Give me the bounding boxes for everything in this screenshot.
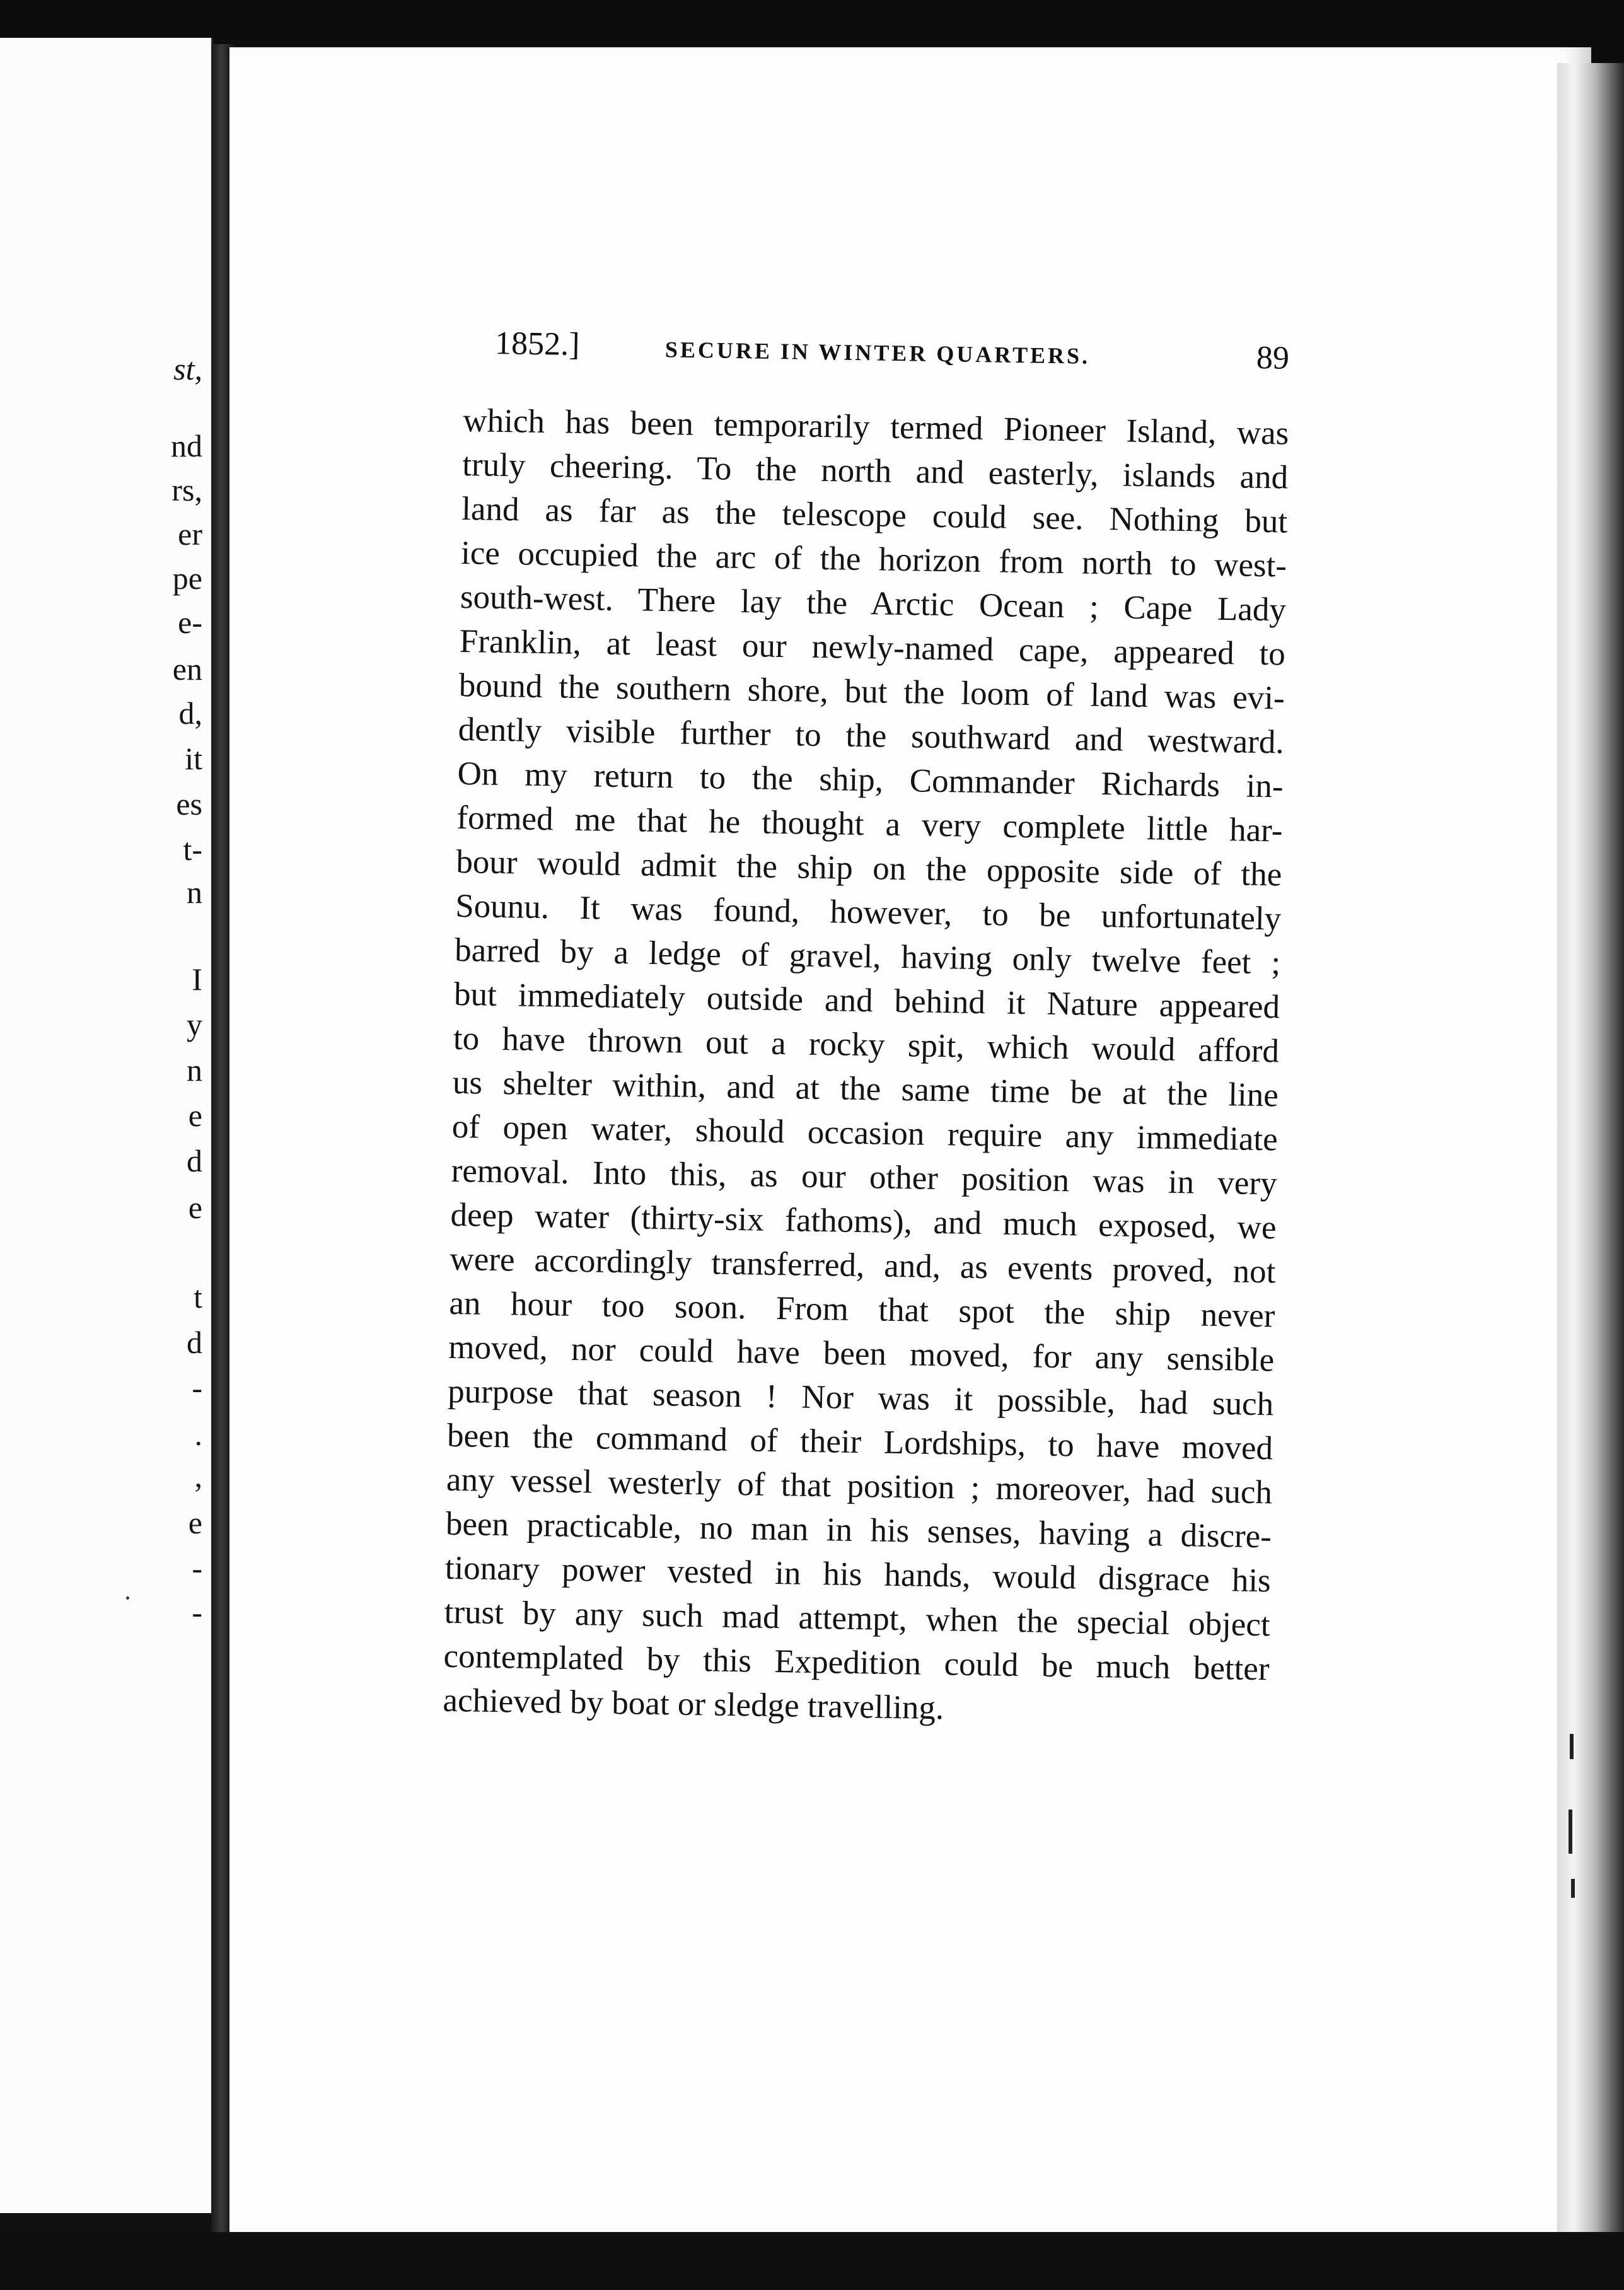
text-line: bour would admit the ship on the opposite side of the xyxy=(455,843,1282,893)
left-page-fragment: pe xyxy=(172,561,202,596)
text-line: of open water, should occasion require any immediate xyxy=(451,1108,1279,1158)
edge-mark xyxy=(1571,1879,1575,1898)
header-year: 1852.] xyxy=(494,325,580,363)
text-line: moved, nor could have been moved, for any sensible xyxy=(448,1328,1275,1379)
text-line: been practicable, no man in his senses, having a discre- xyxy=(445,1505,1272,1555)
text-line: deep water (thirty-six fathoms), and much exposed, we xyxy=(450,1196,1277,1247)
left-page-fragment: n xyxy=(187,875,202,910)
page-number: 89 xyxy=(1256,339,1290,376)
text-line: bound the southern shore, but the loom of land was evi- xyxy=(458,666,1285,717)
text-line: barred by a ledge of gravel, having only twelve feet ; xyxy=(454,931,1281,982)
left-page-fragment: st, xyxy=(173,351,202,387)
left-page-fragment: d, xyxy=(178,695,202,731)
left-page-fragment: it xyxy=(185,741,202,776)
text-line: but immediately outside and behind it Nature appeared xyxy=(453,975,1280,1026)
left-page-fragment: e xyxy=(188,1098,202,1133)
text-line: any vessel westerly of that position ; moreover, had such xyxy=(446,1461,1273,1511)
text-line: which has been temporarily termed Pioneer Island, was xyxy=(462,402,1289,452)
text-line: formed me that he thought a very complete little har- xyxy=(456,799,1283,849)
text-line: ice occupied the arc of the horizon from north to west- xyxy=(460,534,1287,584)
left-page-fragment: y xyxy=(187,1007,202,1042)
left-page-fragment: d xyxy=(187,1143,202,1178)
text-line: removal. Into this, as our other position was in very xyxy=(451,1152,1278,1202)
scan-bottom-border xyxy=(0,2232,1624,2290)
text-line: land as far as the telescope could see. Nothing but xyxy=(461,490,1288,540)
left-page-dot xyxy=(126,1596,129,1600)
left-page-edge xyxy=(0,38,213,2213)
left-page-fragment: nd xyxy=(171,428,202,463)
text-line: us shelter within, and at the same time be at the line xyxy=(452,1064,1279,1114)
text-line: On my return to the ship, Commander Richards in- xyxy=(457,755,1284,805)
text-line: Franklin, at least our newly-named cape, appeared to xyxy=(459,622,1286,673)
text-line: achieved by boat or sledge travelling. xyxy=(443,1682,944,1727)
left-page-fragment: - xyxy=(192,1595,202,1630)
text-line: were accordingly transferred, and, as events proved, not xyxy=(450,1240,1276,1291)
left-page-fragment: - xyxy=(192,1550,202,1586)
left-page-fragment: e xyxy=(188,1505,202,1540)
text-line: truly cheering. To the north and easterly, islands and xyxy=(461,446,1289,496)
left-page-fragment: . xyxy=(194,1417,202,1452)
text-line: contemplated by this Expedition could be much better xyxy=(443,1637,1270,1688)
left-page-fragment: e- xyxy=(178,605,202,640)
left-page-fragment: e xyxy=(188,1190,202,1225)
edge-mark xyxy=(1569,1810,1572,1854)
left-page-fragment: n xyxy=(187,1052,202,1088)
left-page-fragment: - xyxy=(192,1370,202,1405)
header-title: SECURE IN WINTER QUARTERS. xyxy=(664,337,1091,369)
text-line: purpose that season ! Nor was it possible, had such xyxy=(447,1373,1274,1423)
left-page-fragment: es xyxy=(176,786,202,822)
text-line: to have thrown out a rocky spit, which would afford xyxy=(453,1020,1280,1070)
left-page-fragment: I xyxy=(192,962,202,997)
left-page-fragment: en xyxy=(172,651,202,687)
text-line: Sounu. It was found, however, to be unfortunately xyxy=(455,887,1282,938)
left-page-fragment: d xyxy=(187,1325,202,1360)
left-page-fragment: er xyxy=(178,516,202,552)
text-line: been the command of their Lordships, to have moved xyxy=(446,1417,1273,1467)
text-line: south-west. There lay the Arctic Ocean ; Cape Lady xyxy=(460,578,1287,629)
text-line: trust by any such mad attempt, when the special object xyxy=(444,1593,1271,1644)
edge-mark xyxy=(1570,1734,1574,1759)
text-line: an hour too soon. From that spot the ship never xyxy=(449,1284,1275,1335)
left-page-fragment: , xyxy=(194,1458,202,1494)
left-page-fragment: t xyxy=(194,1279,202,1315)
text-line: dently visible further to the southward and westward. xyxy=(458,711,1285,761)
body-text xyxy=(443,398,1289,1735)
left-page-fragment: t- xyxy=(183,832,202,867)
left-page-fragment: rs, xyxy=(171,472,202,508)
page-stack-edge xyxy=(1557,63,1624,2251)
text-line: tionary power vested in his hands, would disgrace his xyxy=(444,1549,1272,1600)
